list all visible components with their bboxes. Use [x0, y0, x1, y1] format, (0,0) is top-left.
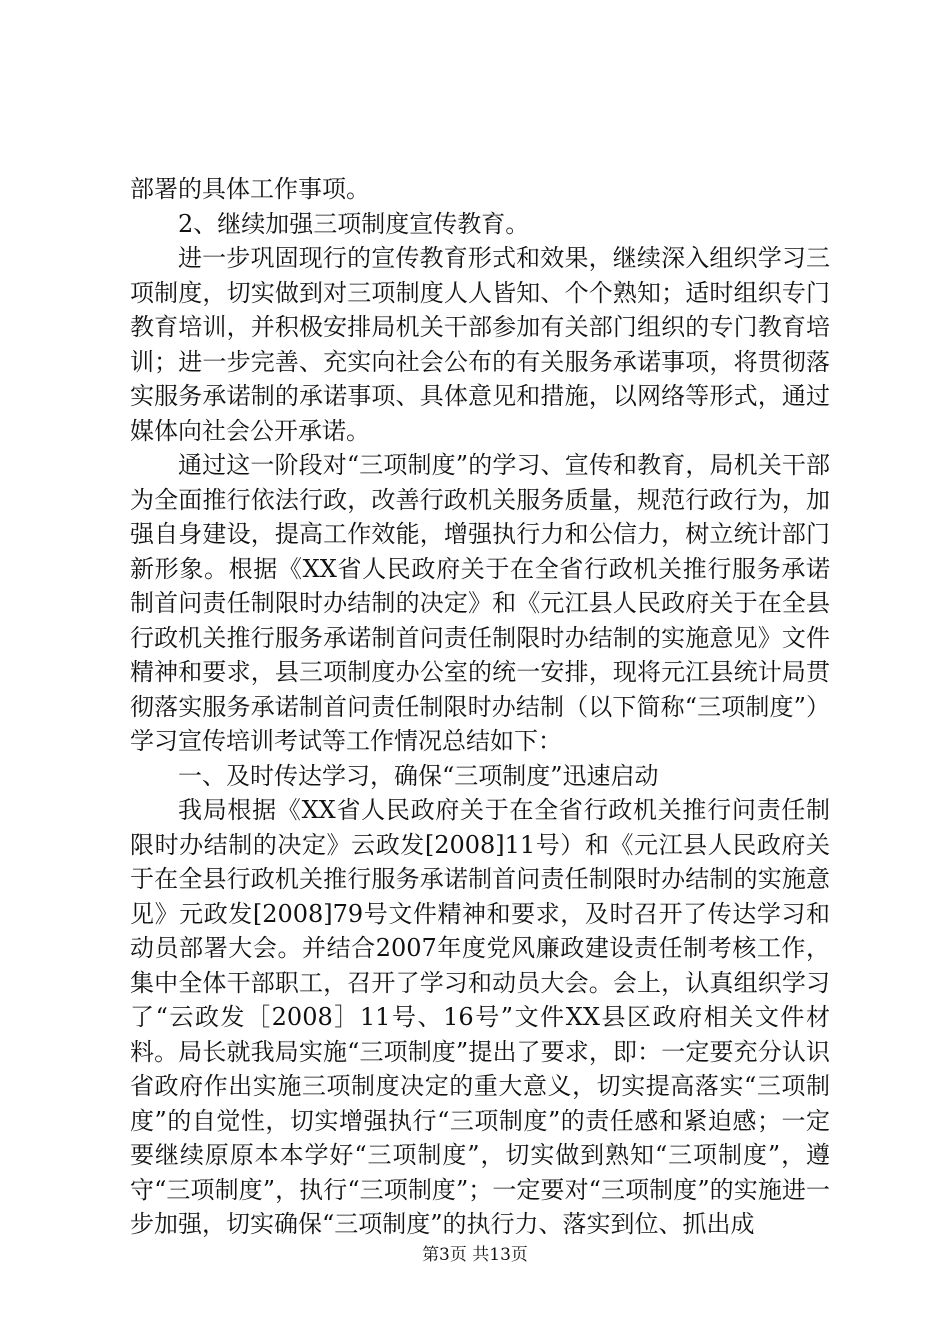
- paragraph-summary-intro: 通过这一阶段对“三项制度”的学习、宣传和教育，局机关干部为全面推行依法行政，改善行政机关服务质量，规范行政行为，加强自身建设，提高工作效能，增强执行力和公信力，树立统计部门新形象。根据《XX省人民政府关于在全省行政机关推行服务承诺制首问责任制限时办结制的决定》和《元江县人民政府关于在全县行政机关推行服务承诺制首问责任制限时办结制的实施意见》文件精神和要求，县三项制度办公室的统一安排，现将元江县统计局贯彻落实服务承诺制首问责任制限时办结制（以下简称“三项制度”）学习宣传培训考试等工作情况总结如下：: [130, 451, 830, 755]
- page-number: 第3页 共13页: [422, 1245, 528, 1265]
- paragraph-heading-2: 2、继续加强三项制度宣传教育。: [178, 209, 530, 238]
- page-footer: [0, 1244, 950, 1266]
- paragraph-education: 进一步巩固现行的宣传教育形式和效果，继续深入组织学习三项制度，切实做到对三项制度人人皆知、个个熟知；适时组织专门教育培训，并积极安排局机关干部参加有关部门组织的专门教育培训；进一步完善、充实向社会公布的有关服务承诺事项，将贯彻落实服务承诺制的承诺事项、具体意见和措施，以网络等形式，通过媒体向社会公开承诺。: [130, 244, 830, 445]
- paragraph-section-1-body: 我局根据《XX省人民政府关于在全省行政机关推行问责任制限时办结制的决定》云政发[2008]11号）和《元江县人民政府关于在全县行政机关推行服务承诺制首问责任制限时办结制的实施意见》元政发[2008]79号文件精神和要求，及时召开了传达学习和动员部署大会。并结合2007年度党风廉政建设责任制考核工作，集中全体干部职工，召开了学习和动员大会。会上，认真组织学习了“云政发［2008］11号、16号”文件XX县区政府相关文件材料。局长就我局实施“三项制度”提出了要求，即：一定要充分认识省政府作出实施三项制度决定的重大意义，切实提高落实“三项制度”的自觉性，切实增强执行“三项制度”的责任感和紧迫感；一定要继续原原本本学好“三项制度”，切实做到熟知“三项制度”，遵守“三项制度”，执行“三项制度”；一定要对“三项制度”的实施进一步加强，切实确保“三项制度”的执行力、落实到位、抓出成: [130, 796, 830, 1238]
- paragraph-continuation: 部署的具体工作事项。: [130, 175, 370, 203]
- section-heading-1: 一、及时传达学习，确保“三项制度”迅速启动: [178, 761, 659, 790]
- document-body: [130, 172, 830, 1242]
